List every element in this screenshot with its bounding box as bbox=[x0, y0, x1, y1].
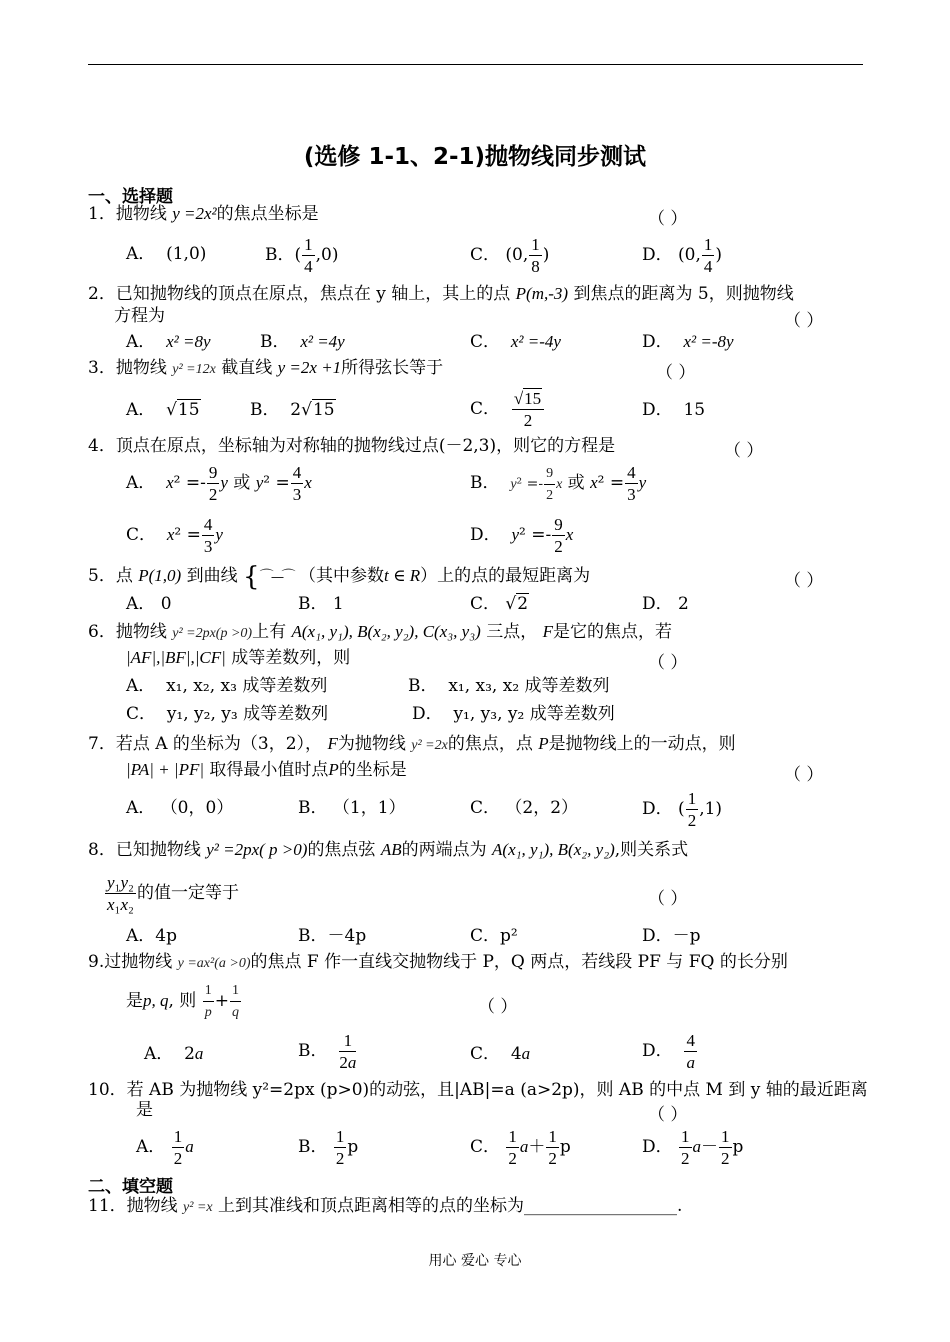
question-5: 5．点 P(1,0) 到曲线 {⌒⎯⎯⌒ （其中参数t ∈ R）上的点的最短距离为 bbox=[88, 561, 591, 592]
section-heading-fill: 二、填空题 bbox=[88, 1177, 173, 1197]
q3-option-c: C． $\frac{√15}{2}$ bbox=[470, 388, 545, 431]
answer-paren: （ ） bbox=[784, 765, 824, 785]
answer-paren: （ ） bbox=[784, 311, 824, 331]
q4-option-d: D． y² =- $\frac{9}{2}$ x bbox=[470, 515, 574, 556]
q10-option-d: D． $\frac{1}{2}$ a－ $\frac{1}{2}$ p bbox=[642, 1127, 744, 1168]
question-6: 6．抛物线 y² =2px(p >0)上有 A(x₁, y₁), B(x₂, y₂), C(x₃, y₃) 三点， F是它的焦点，若 bbox=[88, 622, 672, 642]
question-4: 4．顶点在原点，坐标轴为对称轴的抛物线过点(－2,3)，则它的方程是 bbox=[88, 436, 616, 456]
question-10: 10．若 AB 为抛物线 y²=2px (p>0)的动弦，且|AB|=a (a>2p)，则 AB 的中点 M 到 y 轴的最近距离 bbox=[88, 1080, 868, 1100]
q8-option-b: B．－4p bbox=[298, 926, 367, 946]
q9-option-b: B． $\frac{1}{2a}$ bbox=[298, 1031, 357, 1072]
q10-line2: 是 bbox=[136, 1100, 153, 1120]
question-9: 9.过抛物线 y =ax²(a >0)的焦点 F 作一直线交抛物线于 P，Q 两点，若线段 PF 与 FQ 的长分别 bbox=[88, 952, 788, 972]
q7-line2: |PA| + |PF| 取得最小值时点P的坐标是 bbox=[126, 760, 407, 780]
parametric-curve-glyph: { bbox=[243, 561, 260, 592]
q8-line2: $\frac{\text{y₁y₂}}{\text{x₁x₂}}$ 的值一定等于 bbox=[107, 873, 239, 914]
q4-option-c: C． x² = $\frac{4}{3}$ y bbox=[126, 515, 223, 556]
q2-option-c: C． x² =-4y bbox=[470, 332, 561, 352]
q7-option-a: A． （0，0） bbox=[126, 798, 234, 818]
q5-option-c: C． √2 bbox=[470, 594, 529, 614]
question-2: 2．已知抛物线的顶点在原点，焦点在 y 轴上，其上的点 P(m,-3) 到焦点的距离为 5，则抛物线 bbox=[88, 284, 794, 304]
q7-option-b: B． （1，1） bbox=[298, 798, 406, 818]
q1-option-b: B．( $\frac{1}{4}$ ,0) bbox=[265, 235, 339, 276]
q6-option-d: D． y₁, y₃, y₂ 成等差数列 bbox=[412, 704, 615, 724]
answer-blank: __________________. bbox=[524, 1196, 683, 1216]
q9-line2: 是p, q, 则 $\frac{1}{p}$ + $\frac{1}{q}$ bbox=[126, 980, 242, 1023]
answer-paren: （ ） bbox=[784, 571, 824, 591]
q4-option-b: B． y² =- $\frac{9}{2}$ x 或 x² = $\frac{4}{3}$ y bbox=[470, 463, 647, 504]
answer-paren: （ ） bbox=[478, 997, 518, 1017]
q6-line2: |AF|,|BF|,|CF| 成等差数列，则 bbox=[126, 648, 351, 668]
q1-option-c: C． (0, $\frac{1}{8}$ ) bbox=[470, 235, 550, 276]
q9-option-c: C． 4a bbox=[470, 1044, 531, 1064]
q2-option-d: D． x² =-8y bbox=[642, 332, 734, 352]
section-heading-choice: 一、选择题 bbox=[88, 187, 173, 207]
q2-option-a: A． x² =8y bbox=[126, 332, 211, 352]
q7-option-c: C． （2，2） bbox=[470, 798, 579, 818]
q3-option-b: B． 2√15 bbox=[250, 400, 335, 420]
q1-option-d: D． (0, $\frac{1}{4}$ ) bbox=[642, 235, 723, 276]
q8-option-c: C．p² bbox=[470, 926, 518, 946]
q8-option-a: A．4p bbox=[126, 926, 177, 946]
answer-paren: （ ） bbox=[648, 653, 688, 673]
answer-paren: （ ） bbox=[648, 1105, 688, 1125]
q1-option-a: A． (1,0) bbox=[126, 244, 207, 264]
q10-option-c: C． $\frac{1}{2}$ a＋ $\frac{1}{2}$ p bbox=[470, 1127, 571, 1168]
q5-option-d: D． 2 bbox=[642, 594, 689, 614]
q6-option-a: A． x₁, x₂, x₃ 成等差数列 bbox=[126, 676, 328, 696]
q7-option-d: D． ( $\frac{1}{2}$ ,1) bbox=[642, 789, 723, 830]
answer-paren: （ ） bbox=[724, 441, 764, 461]
answer-paren: （ ） bbox=[648, 889, 688, 909]
footer-text: 用心 爱心 专心 bbox=[428, 1253, 522, 1269]
q3-option-a: A． √15 bbox=[126, 400, 200, 420]
question-3: 3．抛物线 y² =12x 截直线 y =2x +1所得弦长等于 bbox=[88, 358, 444, 378]
q5-option-b: B． 1 bbox=[298, 594, 344, 614]
q9-option-d: D． $\frac{4}{a}$ bbox=[642, 1031, 695, 1072]
q4-option-a: A． x² =- $\frac{9}{2}$ y 或 y² = $\frac{4}{3}$ x bbox=[126, 463, 312, 504]
q8-option-d: D．－p bbox=[642, 926, 701, 946]
q10-option-b: B． $\frac{1}{2}$ p bbox=[298, 1127, 359, 1168]
q9-option-a: A． 2a bbox=[144, 1044, 204, 1064]
q2-option-b: B． x² =4y bbox=[260, 332, 345, 352]
q6-option-c: C． y₁, y₂, y₃ 成等差数列 bbox=[126, 704, 329, 724]
q3-option-d: D． 15 bbox=[642, 400, 706, 420]
q2-line2: 方程为 bbox=[114, 306, 165, 326]
answer-paren: （ ） bbox=[648, 209, 688, 229]
question-11: 11．抛物线 y² =x 上到其准线和顶点距离相等的点的坐标为__________________. bbox=[88, 1196, 683, 1216]
page-title: (选修 1-1、2-1)抛物线同步测试 bbox=[303, 144, 647, 170]
q6-option-b: B． x₁, x₃, x₂ 成等差数列 bbox=[408, 676, 610, 696]
answer-paren: （ ） bbox=[656, 363, 696, 383]
question-8: 8．已知抛物线 y² =2px( p >0)的焦点弦 AB的两端点为 A(x₁, y₁), B(x₂, y₂),则关系式 bbox=[88, 840, 689, 860]
question-1: 1．抛物线 y =2x²的焦点坐标是 bbox=[88, 204, 319, 224]
header-rule bbox=[88, 64, 863, 65]
q1-expr: y =2x² bbox=[172, 204, 217, 223]
question-7: 7．若点 A 的坐标为（3，2）， F为抛物线 y² =2x的焦点，点 P是抛物线上的一动点，则 bbox=[88, 734, 736, 754]
q5-option-a: A． 0 bbox=[126, 594, 172, 614]
q10-option-a: A． $\frac{1}{2}$ a bbox=[136, 1127, 194, 1168]
